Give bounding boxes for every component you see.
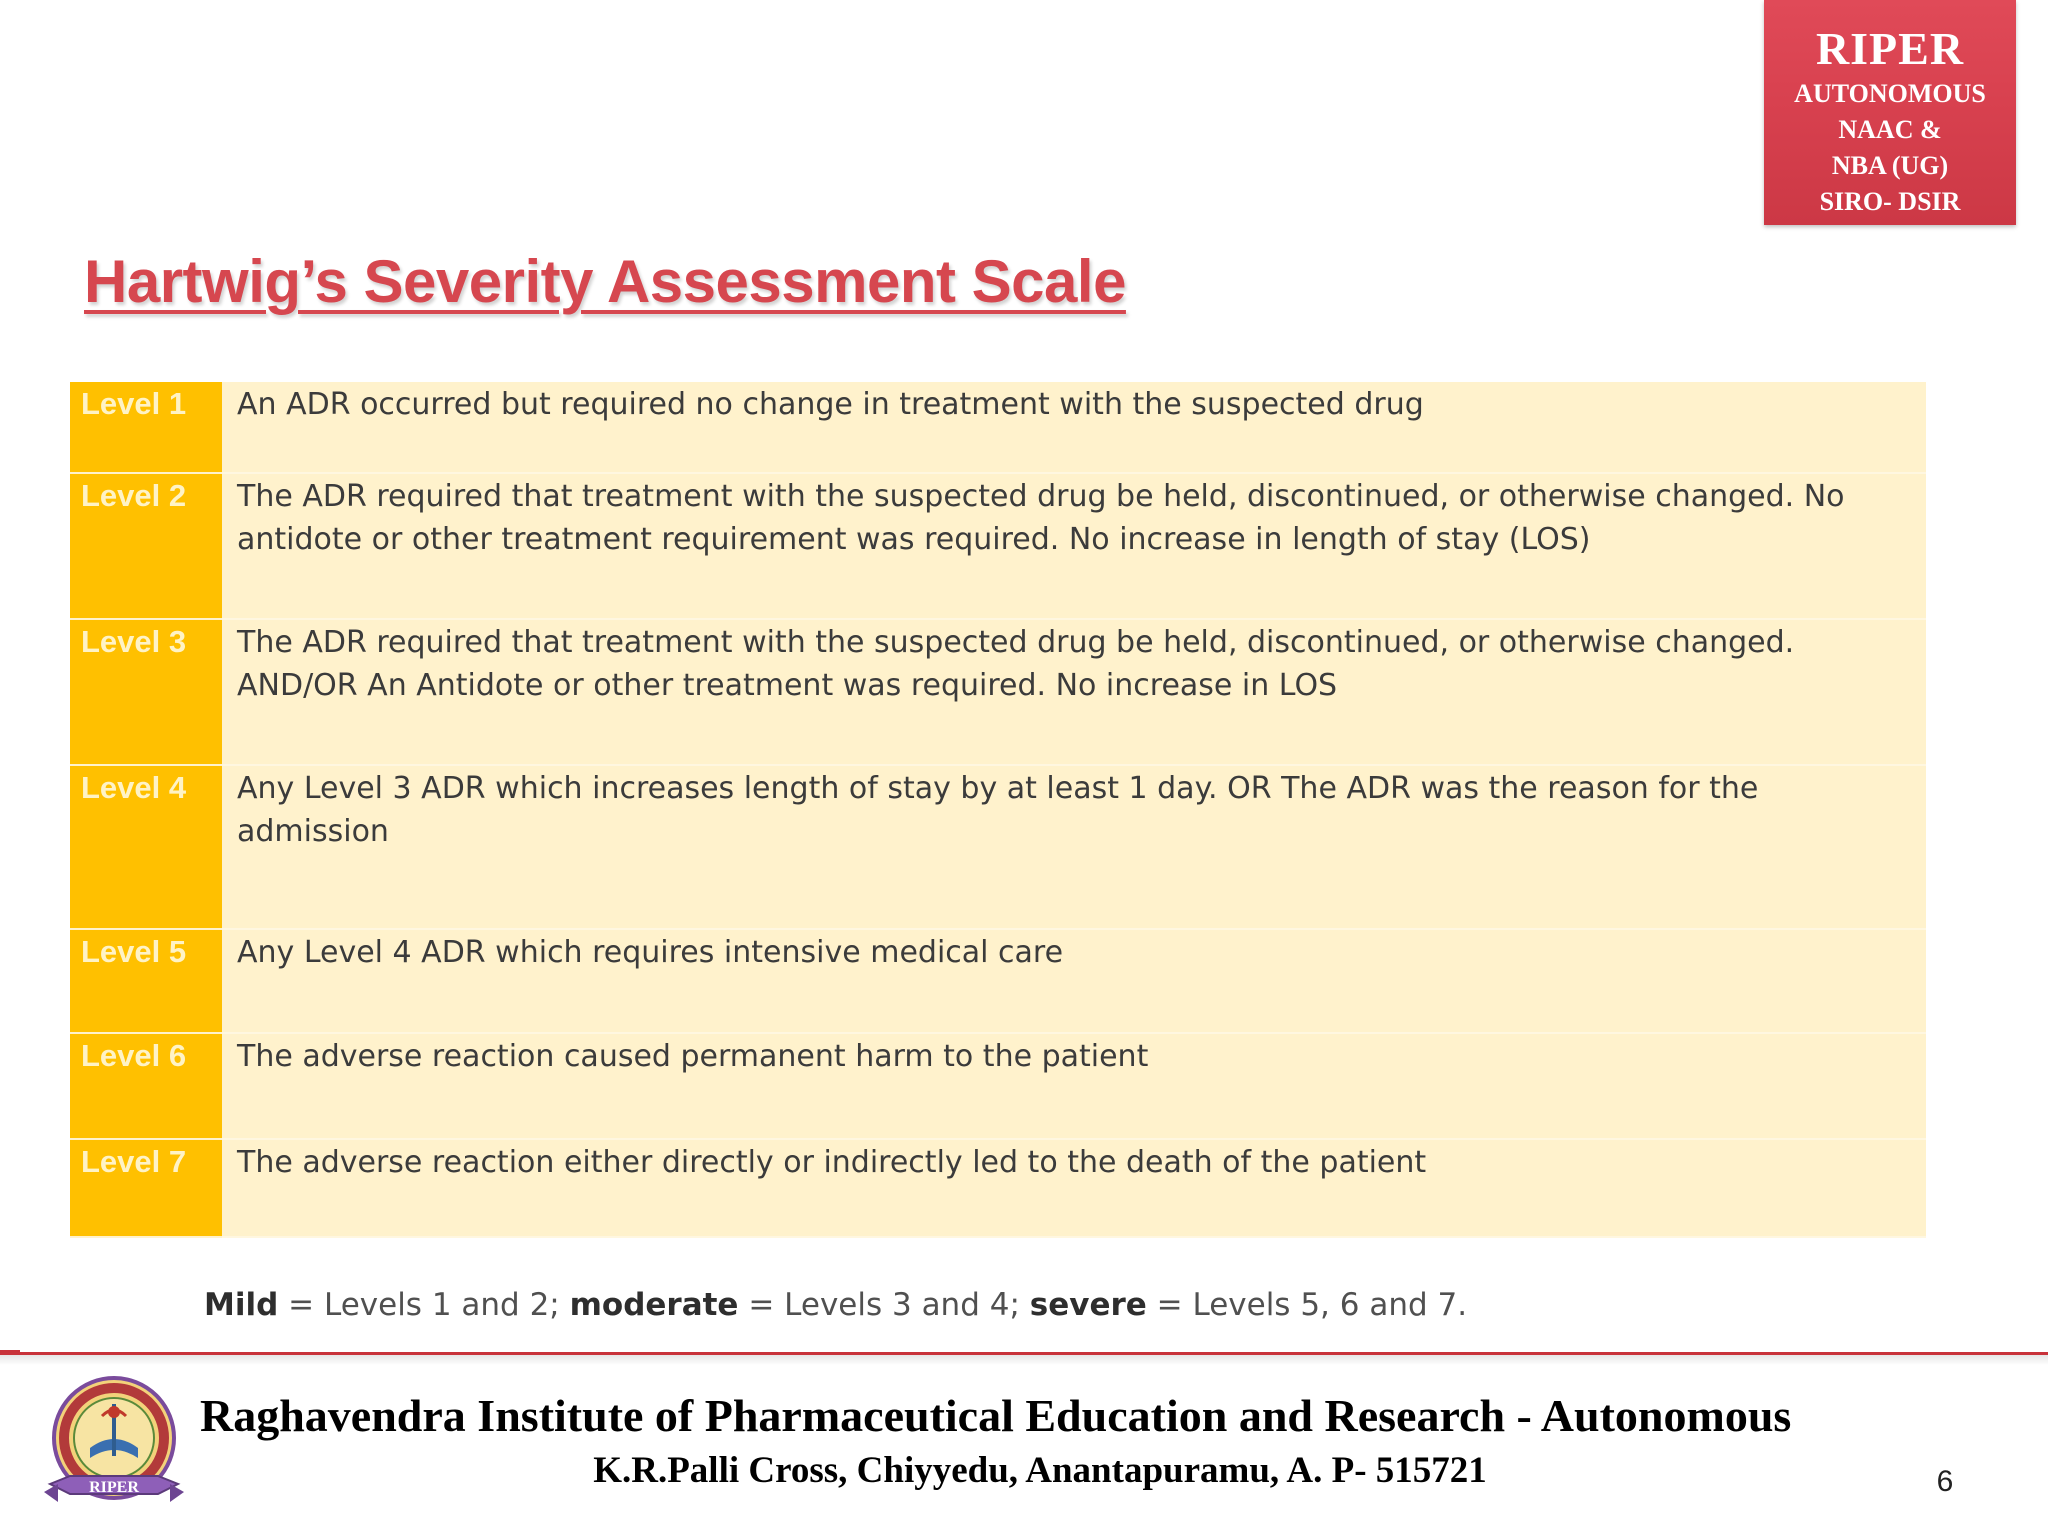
badge-line-naac: NAAC & (1838, 115, 1942, 144)
level-description: The ADR required that treatment with the suspected drug be held, discontinued, or otherwise changed. No antidote or other treatment requirement was required. No increase in length of stay (LOS) (222, 474, 1926, 620)
table-row (70, 930, 1926, 1034)
badge-line-autonomous: AUTONOMOUS (1794, 79, 1986, 108)
institute-address: K.R.Palli Cross, Chiyyedu, Anantapuramu, A. P- 515721 (593, 1450, 1487, 1491)
badge-line-nba: NBA (UG) (1831, 151, 1949, 180)
level-description: Any Level 4 ADR which requires intensive medical care (222, 930, 1926, 1034)
legend-moderate-label: moderate (569, 1287, 739, 1323)
level-label: Level 1 (70, 382, 222, 474)
level-description: The ADR required that treatment with the suspected drug be held, discontinued, or otherwise changed. AND/OR An Antidote or other treatment was required. No increase in LOS (222, 620, 1926, 766)
level-description: Any Level 3 ADR which increases length of stay by at least 1 day. OR The ADR was the reason for the admission (222, 766, 1926, 930)
legend-mild-text: = Levels 1 and 2; (278, 1287, 570, 1323)
badge-line-siro: SIRO- DSIR (1819, 187, 1961, 216)
page-number: 6 (1936, 1465, 1954, 1498)
severity-scale-table (70, 382, 1926, 1238)
legend-mild-label: Mild (204, 1287, 279, 1323)
table-row (70, 766, 1926, 930)
level-label: Level 7 (70, 1140, 222, 1238)
table-row (70, 1034, 1926, 1140)
severity-legend (204, 1283, 1467, 1327)
level-label: Level 4 (70, 766, 222, 930)
level-label: Level 5 (70, 930, 222, 1034)
table-row (70, 620, 1926, 766)
level-description: An ADR occurred but required no change in treatment with the suspected drug (222, 382, 1926, 474)
legend-moderate-text: = Levels 3 and 4; (738, 1287, 1030, 1323)
logo-banner-text: RIPER (89, 1479, 139, 1496)
level-label: Level 6 (70, 1034, 222, 1140)
riper-badge (1764, 0, 2016, 225)
level-description: The adverse reaction either directly or indirectly led to the death of the patient (222, 1140, 1926, 1238)
level-description: The adverse reaction caused permanent harm to the patient (222, 1034, 1926, 1140)
table-row (70, 1140, 1926, 1238)
institute-name: Raghavendra Institute of Pharmaceutical Education and Research - Autonomous (200, 1390, 1792, 1441)
level-label: Level 2 (70, 474, 222, 620)
legend-severe-text: = Levels 5, 6 and 7. (1146, 1287, 1468, 1323)
page-title: Hartwig’s Severity Assessment Scale (84, 248, 1126, 315)
badge-title: RIPER (1815, 23, 1965, 74)
table-row (70, 474, 1926, 620)
level-label: Level 3 (70, 620, 222, 766)
table-row (70, 382, 1926, 474)
legend-severe-label: severe (1029, 1287, 1147, 1323)
footer-divider-shadow (0, 1355, 2048, 1365)
